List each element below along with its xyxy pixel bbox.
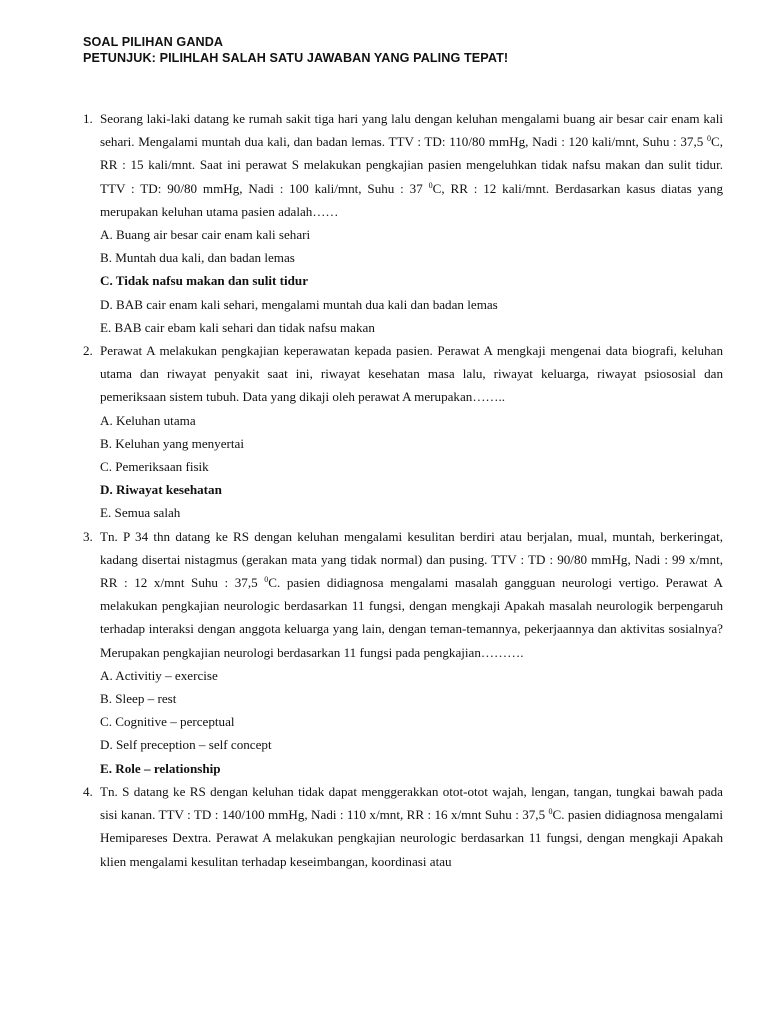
answer-option: E. Semua salah <box>100 505 181 521</box>
answer-option: B. Muntah dua kali, dan badan lemas <box>100 250 295 266</box>
question-number: 4. <box>83 783 93 799</box>
answer-option: C. Cognitive – perceptual <box>100 714 235 730</box>
exam-title: SOAL PILIHAN GANDA <box>83 35 224 49</box>
answer-option: E. BAB cair ebam kali sehari dan tidak nafsu makan <box>100 319 375 335</box>
question-number: 1. <box>83 111 93 126</box>
answer-option-correct: C. Tidak nafsu makan dan sulit tidur <box>100 273 309 289</box>
question-2 <box>83 339 723 525</box>
question-number: 3. <box>83 528 93 544</box>
question-stem: Perawat A melakukan pengkajian keperawatan kepada pasien. Perawat A mengkaji mengenai data biografi, keluhan utama dan riwayat penyakit saat ini, riwayat kesehatan masa lalu, riwayat keluarga, riwayat psiososial dan pemeriksaan sistem tubuh. Data yang dikaji oleh perawat A merupakan…….. <box>100 343 723 405</box>
answer-option-correct: E. Role – relationship <box>100 760 221 776</box>
question-number: 2. <box>83 343 93 359</box>
question-1 <box>83 107 723 339</box>
question-list <box>83 107 723 873</box>
answer-option: A. Activitiy – exercise <box>100 667 218 683</box>
question-stem: Tn. S datang ke RS dengan keluhan tidak dapat menggerakkan otot-otot wajah, lengan, tangan, tungkai bawah pada sisi kanan. TTV : TD : 140/100 mmHg, Nadi : 110 x/mnt, RR : 16 x/mnt Suhu : 37,5 $^0$C. pasien didiagnosa mengalami Hemipareses Dextra. Perawat A melakukan pengkajian neurologic berdasarkan 11 fungsi, dengan mengkaji Apakah klien mengalami kesulitan terhadap keseimbangan, koordinasi atau <box>100 783 723 869</box>
answer-option-correct: D. Riwayat kesehatan <box>100 482 222 498</box>
question-stem: Tn. P 34 thn datang ke RS dengan keluhan mengalami kesulitan berdiri atau berjalan, mual, muntah, berkeringat, kadang disertai nistagmus (gerakan mata yang tidak normal) dan pusing. TTV : TD : 90/80 mmHg, Nadi : 99 x/mnt, RR : 12 x/mnt Suhu : 37,5 $^0$C. pasien didiagnosa mengalami masalah gangguan neurologi vertigo. Perawat A melakukan pengkajian neurologic berdasarkan 11 fungsi, dengan mengkaji Apakah masalah neurologik berpengaruh terhadap interaksi dengan anggota keluarga yang lain, dengan teman-temannya, pekerjaannya dan aktivitas sosialnya? Merupakan pengkajian neurologi berdasarkan 11 fungsi pada pengkajian………. <box>100 528 723 660</box>
answer-option: A. Buang air besar cair enam kali sehari <box>100 227 311 243</box>
question-4 <box>83 780 723 873</box>
exam-header <box>83 34 703 66</box>
answer-option: B. Keluhan yang menyertai <box>100 435 244 451</box>
answer-option: D. BAB cair enam kali sehari, mengalami muntah dua kali dan badan lemas <box>100 296 498 312</box>
question-3 <box>83 525 723 780</box>
answer-option: A. Keluhan utama <box>100 412 196 428</box>
exam-instruction: PETUNJUK: PILIHLAH SALAH SATU JAWABAN YANG PALING TEPAT! <box>83 51 509 65</box>
answer-option: B. Sleep – rest <box>100 691 177 707</box>
answer-option: C. Pemeriksaan fisik <box>100 459 209 475</box>
question-stem: Seorang laki-laki datang ke rumah sakit tiga hari yang lalu dengan keluhan mengalami buang air besar cair enam kali sehari. Mengalami muntah dua kali, dan badan lemas. TTV : TD: 110/80 mmHg, Nadi : 120 kali/mnt, Suhu : 37,5 $^0$C, RR : 15 kali/mnt. Saat ini perawat S melakukan pengkajian pasien mengeluhkan tidak nafsu makan dan sulit tidur. TTV : TD: 90/80 mmHg, Nadi : 100 kali/mnt, Suhu : 37 $^0$C, RR : 12 kali/mnt. Berdasarkan kasus diatas yang merupakan keluhan utama pasien adalah…… <box>100 111 724 219</box>
answer-option: D. Self preception – self concept <box>100 737 272 753</box>
